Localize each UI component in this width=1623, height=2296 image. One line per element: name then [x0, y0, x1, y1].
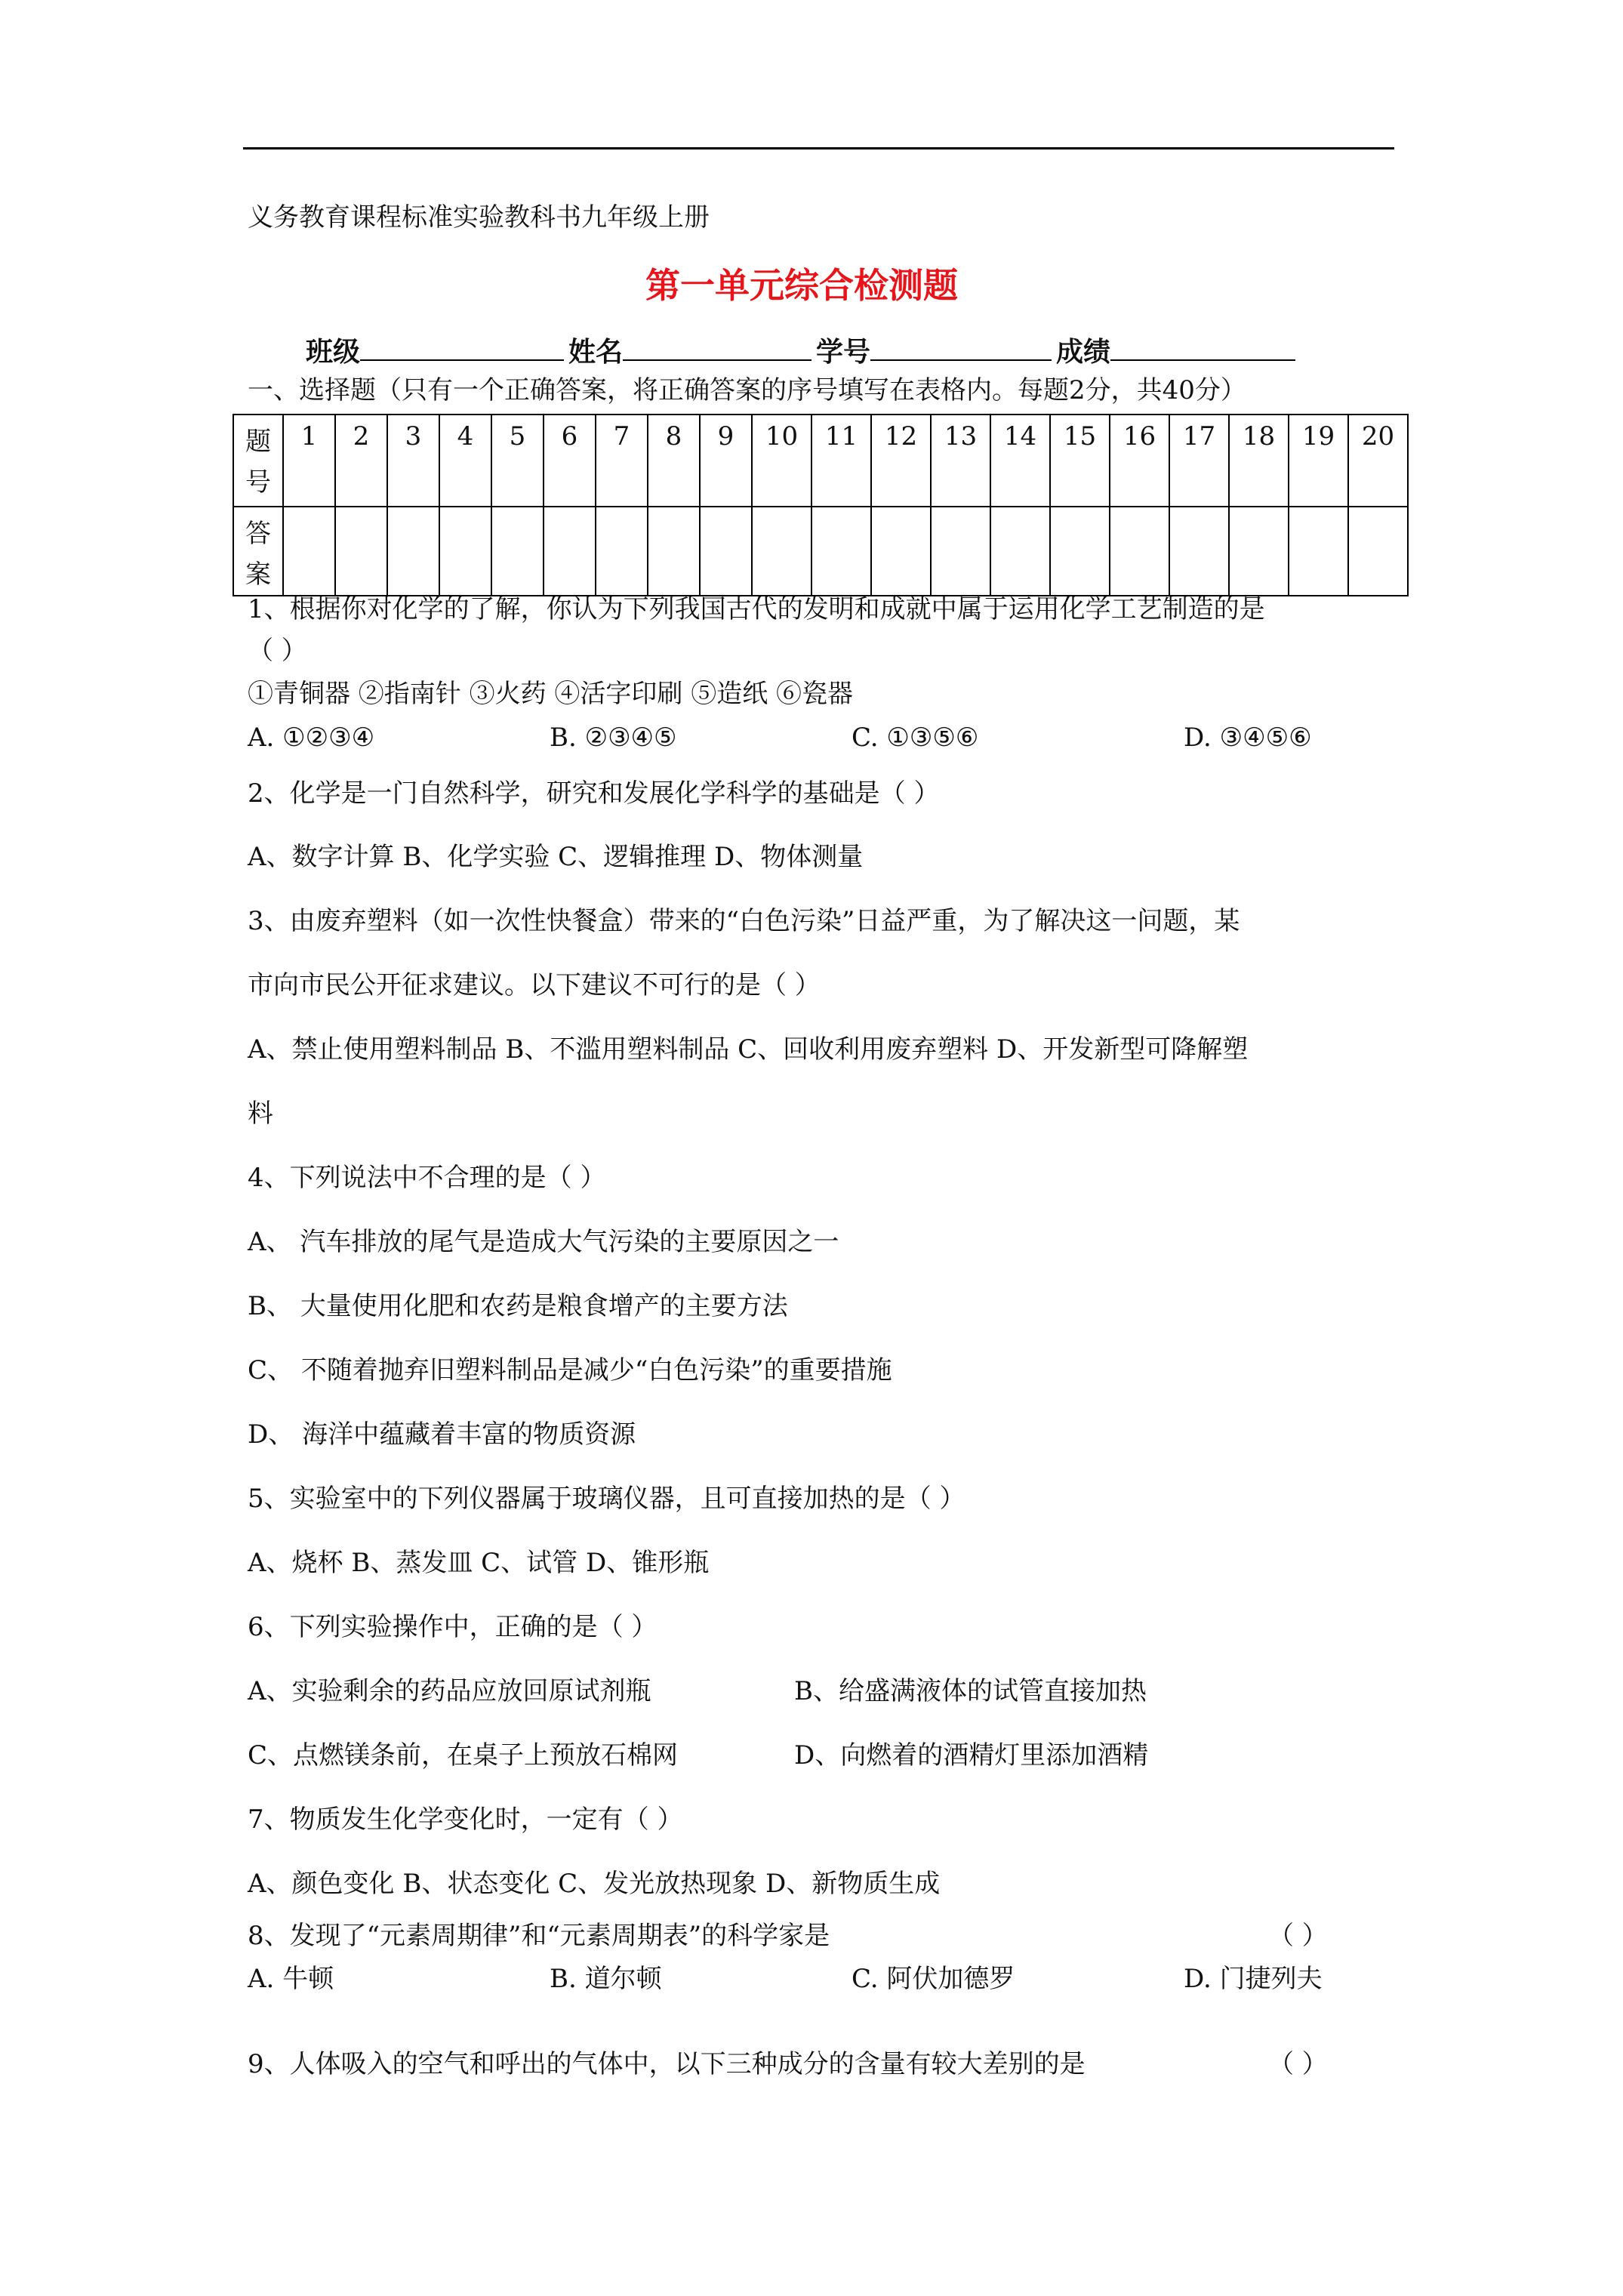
answer-cell[interactable]: [1110, 507, 1169, 596]
q5-stem: 5、实验室中的下列仪器属于玻璃仪器，且可直接加热的是（ ）: [248, 1484, 965, 1514]
q6-option-b: B、给盛满液体的试管直接加热: [794, 1676, 1147, 1706]
q9-stem: 9、人体吸入的空气和呼出的气体中，以下三种成分的含量有较大差别的是: [248, 2049, 1086, 2079]
question-number-cell: 3: [387, 415, 439, 507]
score-blank[interactable]: [1110, 332, 1295, 361]
q3-options-line2: 料: [248, 1099, 273, 1129]
student-info-line: [306, 331, 1300, 369]
q1-stem: 1、根据你对化学的了解，你认为下列我国古代的发明和成就中属于运用化学工艺制造的是: [248, 594, 1265, 624]
answer-cell[interactable]: [544, 507, 596, 596]
score-label: 成绩: [1056, 336, 1111, 368]
id-blank[interactable]: [870, 332, 1052, 361]
answer-cell[interactable]: [283, 507, 335, 596]
answer-cell[interactable]: [752, 507, 812, 596]
question-number-cell: 19: [1289, 415, 1348, 507]
question-number-cell: 11: [812, 415, 871, 507]
number-row-label: 题 号: [233, 415, 283, 507]
q6-option-d: D、向燃着的酒精灯里添加酒精: [794, 1740, 1149, 1771]
q1-option-a: A. ①②③④: [248, 723, 375, 753]
q2-stem: 2、化学是一门自然科学，研究和发展化学科学的基础是（ ）: [248, 778, 940, 809]
q3-stem-line2: 市向市民公开征求建议。以下建议不可行的是（ ）: [248, 970, 821, 1000]
answer-cell[interactable]: [700, 507, 752, 596]
q6-option-a: A、实验剩余的药品应放回原试剂瓶: [248, 1676, 651, 1706]
name-label: 姓名: [568, 336, 624, 368]
q4-option-b: B、 大量使用化肥和农药是粮食增产的主要方法: [248, 1291, 788, 1321]
question-number-cell: 2: [335, 415, 387, 507]
answer-cell[interactable]: [439, 507, 491, 596]
q3-stem-line1: 3、由废弃塑料（如一次性快餐盒）带来的“白色污染”日益严重，为了解决这一问题，某: [248, 906, 1240, 936]
question-number-cell: 10: [752, 415, 812, 507]
q1-answer-paren: （ ）: [248, 636, 307, 666]
name-blank[interactable]: [623, 332, 812, 361]
q8-stem: 8、发现了“元素周期律”和“元素周期表”的科学家是: [248, 1921, 830, 1951]
answer-cell[interactable]: [491, 507, 544, 596]
answer-cell[interactable]: [1229, 507, 1289, 596]
header-rule: [243, 147, 1394, 149]
q8-option-c: C. 阿伏加德罗: [852, 1964, 1015, 1994]
q6-option-c: C、点燃镁条前，在桌子上预放石棉网: [248, 1740, 679, 1771]
question-number-cell: 13: [931, 415, 990, 507]
q8-option-d: D. 门捷列夫: [1184, 1964, 1323, 1994]
answer-cell[interactable]: [1348, 507, 1408, 596]
answer-cell[interactable]: [648, 507, 700, 596]
q2-options: A、数字计算 B、化学实验 C、逻辑推理 D、物体测量: [248, 842, 864, 872]
answer-table: [233, 414, 1409, 596]
answer-cell[interactable]: [1289, 507, 1348, 596]
question-number-cell: 14: [990, 415, 1050, 507]
class-blank[interactable]: [360, 332, 564, 361]
q1-option-b: B. ②③④⑤: [550, 723, 677, 753]
answer-cell[interactable]: [812, 507, 871, 596]
q7-stem: 7、物质发生化学变化时，一定有（ ）: [248, 1804, 683, 1835]
question-number-cell: 5: [491, 415, 544, 507]
q3-options-line1: A、禁止使用塑料制品 B、不滥用塑料制品 C、回收利用废弃塑料 D、开发新型可降解塑: [248, 1034, 1249, 1065]
question-number-cell: 20: [1348, 415, 1408, 507]
q8-option-a: A. 牛顿: [248, 1964, 334, 1994]
id-label: 学号: [816, 336, 871, 368]
q6-stem: 6、下列实验操作中，正确的是（ ）: [248, 1612, 658, 1642]
answer-table-number-row: [233, 415, 1408, 507]
q8-answer-paren: （ ）: [1268, 1921, 1328, 1951]
answer-row-label: 答 案: [233, 507, 283, 596]
answer-cell[interactable]: [931, 507, 990, 596]
q5-options: A、烧杯 B、蒸发皿 C、试管 D、锥形瓶: [248, 1548, 710, 1578]
textbook-subtitle: 义务教育课程标准实验教科书九年级上册: [248, 202, 710, 233]
q8-option-b: B. 道尔顿: [550, 1964, 662, 1994]
question-number-cell: 16: [1110, 415, 1169, 507]
question-number-cell: 9: [700, 415, 752, 507]
q4-stem: 4、下列说法中不合理的是（ ）: [248, 1163, 606, 1193]
answer-cell[interactable]: [1050, 507, 1110, 596]
answer-cell[interactable]: [387, 507, 439, 596]
question-number-cell: 4: [439, 415, 491, 507]
q1-items: ①青铜器 ②指南针 ③火药 ④活字印刷 ⑤造纸 ⑥瓷器: [248, 679, 854, 709]
q4-option-d: D、 海洋中蕴藏着丰富的物质资源: [248, 1419, 636, 1450]
q1-option-c: C. ①③⑤⑥: [852, 723, 979, 753]
answer-cell[interactable]: [990, 507, 1050, 596]
answer-cell[interactable]: [871, 507, 931, 596]
answer-cell[interactable]: [1169, 507, 1229, 596]
question-number-cell: 18: [1229, 415, 1289, 507]
q4-option-c: C、 不随着抛弃旧塑料制品是减少“白色污染”的重要措施: [248, 1355, 892, 1385]
section1-heading: 一、选择题（只有一个正确答案，将正确答案的序号填写在表格内。每题2分，共40分）: [248, 375, 1246, 405]
question-number-cell: 7: [596, 415, 648, 507]
answer-table-answer-row: [233, 507, 1408, 596]
question-number-cell: 8: [648, 415, 700, 507]
page-title: 第一单元综合检测题: [645, 265, 958, 306]
answer-cell[interactable]: [596, 507, 648, 596]
q7-options: A、颜色变化 B、状态变化 C、发光放热现象 D、新物质生成: [248, 1869, 941, 1899]
answer-cell[interactable]: [335, 507, 387, 596]
question-number-cell: 17: [1169, 415, 1229, 507]
question-number-cell: 6: [544, 415, 596, 507]
question-number-cell: 15: [1050, 415, 1110, 507]
question-number-cell: 12: [871, 415, 931, 507]
q1-option-d: D. ③④⑤⑥: [1184, 723, 1312, 753]
q4-option-a: A、 汽车排放的尾气是造成大气污染的主要原因之一: [248, 1227, 839, 1257]
q9-answer-paren: （ ）: [1268, 2049, 1328, 2079]
question-number-cell: 1: [283, 415, 335, 507]
class-label: 班级: [306, 336, 361, 368]
